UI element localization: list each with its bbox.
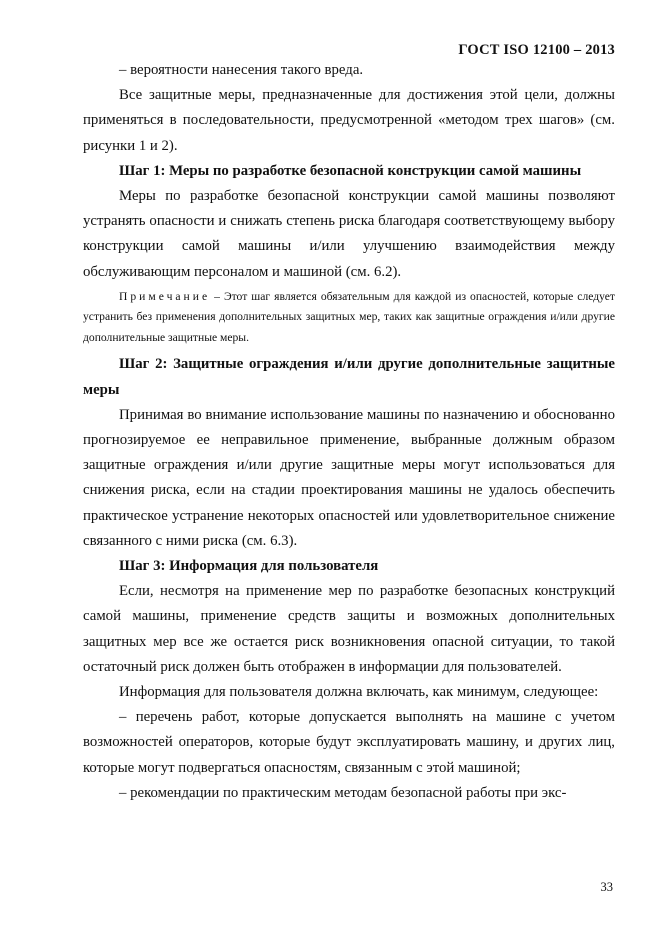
heading-step-1: Шаг 1: Меры по разработке безопасной конструкции самой машины (119, 162, 582, 179)
note-text: – Этот шаг является обязательным для каждой из опасностей, которые следует устранить без применения дополнительных защитных мер, таких как защитные ограждения и/или другие дополнительные защитные меры. (83, 289, 615, 344)
paragraph-step-1: Меры по разработке безопасной конструкции самой машины позволяют устранять опасности и снижать степень риска благодаря соответствующему выбору конструкции самой машины и/или улучшению взаимодействия между обслуживающим персоналом и машиной (см. 6.2). (83, 188, 615, 280)
list-item-recommendations: – рекомендации по практическим методам безопасной работы при экс- (119, 784, 567, 801)
list-item-work-list: – перечень работ, которые допускается выполнять на машине с учетом возможностей операторов, которые будут эксплуатировать машину, и других лиц, которые могут подвергаться опасностям, связанным с этой машиной; (83, 709, 615, 776)
paragraph-step-2: Принимая во внимание использование машины по назначению и обоснованно прогнозируемое ее неправильное применение, выбранные должным образом защитные ограждения и/или другие защитные меры могут использоваться для снижения риска, если на стадии проектирования машины не удалось обеспечить практическое устранение некоторых опасностей или удовлетворительное снижение связанного с ними риска (см. 6.3). (83, 406, 615, 549)
paragraph-info-minimum: Информация для пользователя должна включать, как минимум, следующее: (119, 683, 599, 700)
paragraph-three-step-method: Все защитные меры, предназначенные для достижения этой цели, должны применяться в последовательности, предусмотренной «методом трех шагов» (см. рисунки 1 и 2). (83, 87, 615, 154)
heading-step-2: Шаг 2: Защитные ограждения и/или другие дополнительные защитные меры (83, 356, 615, 398)
note (83, 287, 615, 349)
document-body (83, 58, 615, 806)
paragraph-step-3: Если, несмотря на применение мер по разработке безопасных конструкций самой машины, применение средств защиты и возможных дополнительных защитных мер все же остается риск возникновения опасной ситуации, то такой остаточный риск должен быть отображен в информации для пользователей. (83, 583, 615, 675)
document-header: ГОСТ ISO 12100 – 2013 (458, 42, 615, 58)
note-label: Примечание (119, 289, 211, 303)
paragraph-list-continuation: – вероятности нанесения такого вреда. (119, 62, 364, 78)
heading-step-3: Шаг 3: Информация для пользователя (119, 557, 379, 574)
page-number: 33 (600, 880, 613, 894)
